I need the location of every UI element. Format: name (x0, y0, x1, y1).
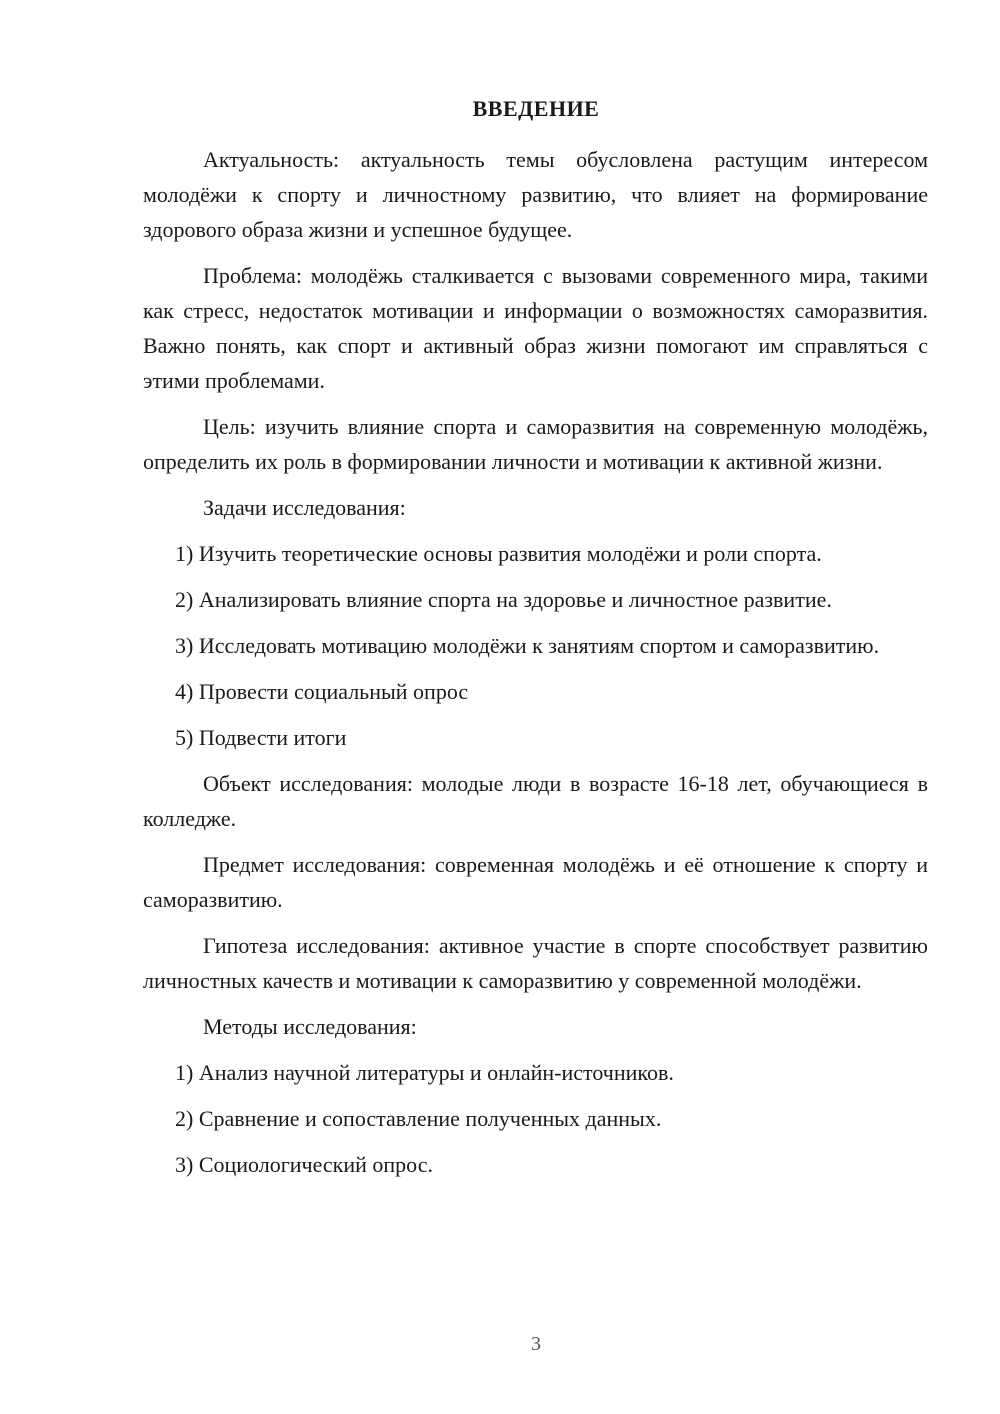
goal-paragraph: Цель: изучить влияние спорта и саморазвития на современную молодёжь, определить их роль в формировании личности и мотивации к активной жизни. (143, 414, 928, 474)
hypothesis-paragraph: Гипотеза исследования: активное участие в спорте способствует развитию личностных качеств и мотивации к саморазвитию у современной молодёжи. (143, 933, 928, 993)
task-item: 4) Провести социальный опрос (175, 679, 469, 704)
object-paragraph: Объект исследования: молодые люди в возрасте 16-18 лет, обучающиеся в колледже. (143, 771, 928, 831)
method-item: 2) Сравнение и сопоставление полученных данных. (175, 1106, 662, 1131)
method-item: 1) Анализ научной литературы и онлайн-источников. (175, 1060, 674, 1085)
problem-paragraph: Проблема: молодёжь сталкивается с вызовами современного мира, такими как стресс, недостаток мотивации и информации о возможностях саморазвития. Важно понять, как спорт и активный образ жизни помогают им справляться с этими проблемами. (143, 263, 928, 393)
relevance-paragraph: Актуальность: актуальность темы обусловлена растущим интересом молодёжи к спорту и личностному развитию, что влияет на формирование здорового образа жизни и успешное будущее. (143, 147, 928, 242)
task-item: 5) Подвести итоги (175, 725, 347, 750)
method-item: 3) Социологический опрос. (175, 1152, 433, 1177)
document-body (143, 142, 928, 1182)
task-item: 2) Анализировать влияние спорта на здоровье и личностное развитие. (175, 587, 832, 612)
subject-paragraph: Предмет исследования: современная молодёжь и её отношение к спорту и саморазвитию. (143, 852, 928, 912)
task-item: 1) Изучить теоретические основы развития молодёжи и роли спорта. (175, 541, 822, 566)
page-title: ВВЕДЕНИЕ (472, 96, 600, 121)
methods-heading: Методы исследования: (203, 1014, 417, 1039)
tasks-heading: Задачи исследования: (203, 495, 406, 520)
page-number: 3 (531, 1333, 541, 1355)
task-item: 3) Исследовать мотивацию молодёжи к занятиям спортом и саморазвитию. (175, 633, 880, 658)
